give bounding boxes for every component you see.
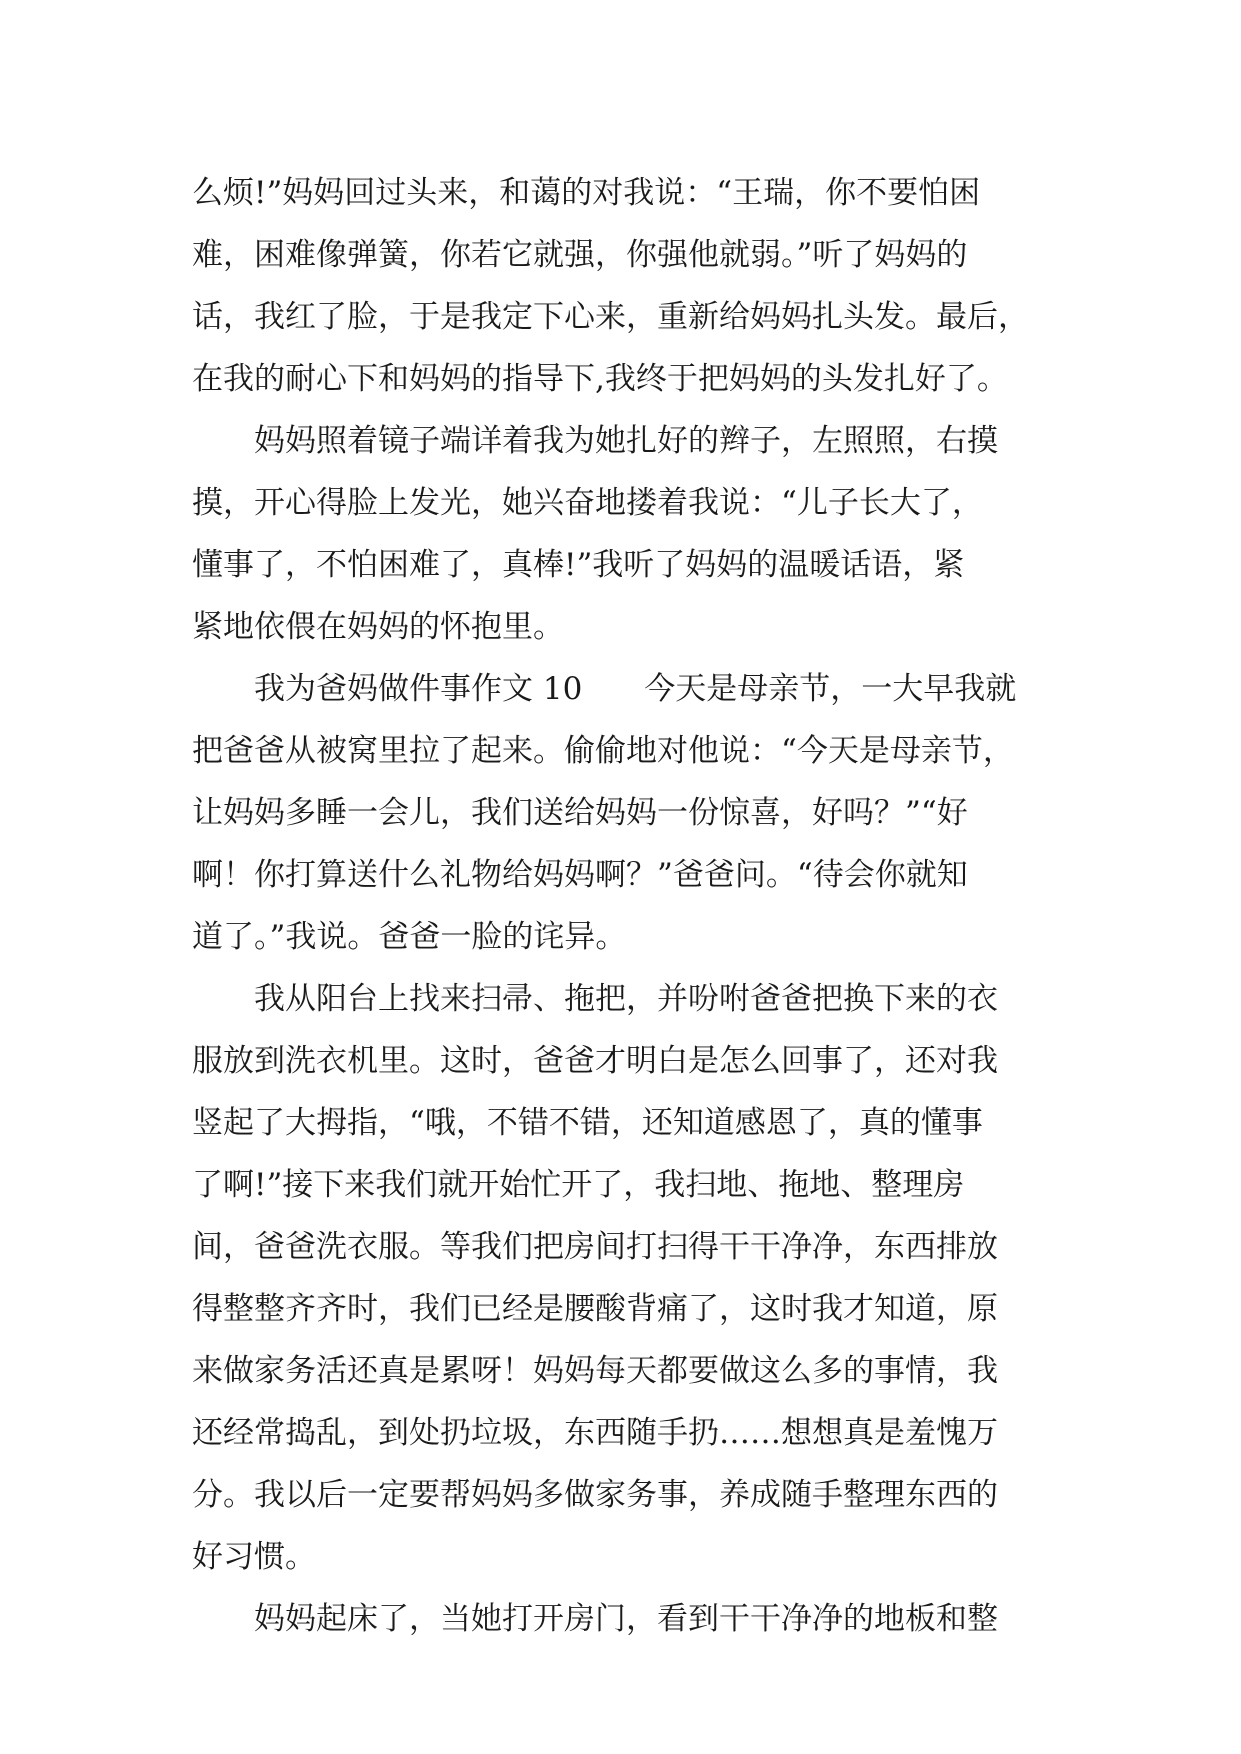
text-line: 我从阳台上找来扫帚、拖把，并吩咐爸爸把换下来的衣 [192, 981, 998, 1017]
text-line: 得整整齐齐时，我们已经是腰酸背痛了，这时我才知道，原 [192, 1291, 998, 1327]
text-line: 话，我红了脸，于是我定下心来，重新给妈妈扎头发。最后， [192, 299, 1029, 335]
text-line: 我为爸妈做件事作文 10 今天是母亲节，一大早我就 [192, 671, 1017, 707]
text-line: 来做家务活还真是累呀！妈妈每天都要做这么多的事情，我 [192, 1353, 998, 1389]
text-line: 妈妈照着镜子端详着我为她扎好的辫子，左照照，右摸 [192, 423, 998, 459]
text-line: 好习惯。 [192, 1539, 316, 1575]
text-line: 难，困难像弹簧，你若它就强，你强他就弱。”听了妈妈的 [192, 237, 968, 273]
text-line: 分。我以后一定要帮妈妈多做家务事，养成随手整理东西的 [192, 1477, 998, 1513]
text-line: 把爸爸从被窝里拉了起来。偷偷地对他说：“今天是母亲节， [192, 733, 1014, 769]
text-line: 间，爸爸洗衣服。等我们把房间打扫得干干净净，东西排放 [192, 1229, 998, 1265]
text-line: 服放到洗衣机里。这时，爸爸才明白是怎么回事了，还对我 [192, 1043, 998, 1079]
text-line: 紧地依偎在妈妈的怀抱里。 [192, 609, 564, 645]
text-line: 么烦!”妈妈回过头来，和蔼的对我说：“王瑞，你不要怕困 [192, 175, 981, 211]
text-line: 懂事了，不怕困难了，真棒!”我听了妈妈的温暖话语，紧 [192, 547, 965, 583]
text-line: 让妈妈多睡一会儿，我们送给妈妈一份惊喜，好吗？”“好 [192, 795, 968, 831]
text-line: 摸，开心得脸上发光，她兴奋地搂着我说：“儿子长大了， [192, 485, 983, 521]
text-line: 妈妈起床了，当她打开房门，看到干干净净的地板和整 [192, 1601, 998, 1637]
text-line: 道了。”我说。爸爸一脸的诧异。 [192, 919, 627, 955]
text-line: 了啊!”接下来我们就开始忙开了，我扫地、拖地、整理房 [192, 1167, 965, 1203]
text-line: 竖起了大拇指，“哦，不错不错，还知道感恩了，真的懂事 [192, 1105, 983, 1141]
body-text [192, 162, 1052, 1650]
text-line: 在我的耐心下和妈妈的指导下,我终于把妈妈的头发扎好了。 [192, 361, 1008, 397]
text-line: 还经常捣乱，到处扔垃圾，东西随手扔……想想真是羞愧万 [192, 1415, 998, 1451]
text-line: 啊！你打算送什么礼物给妈妈啊？”爸爸问。“待会你就知 [192, 857, 968, 893]
